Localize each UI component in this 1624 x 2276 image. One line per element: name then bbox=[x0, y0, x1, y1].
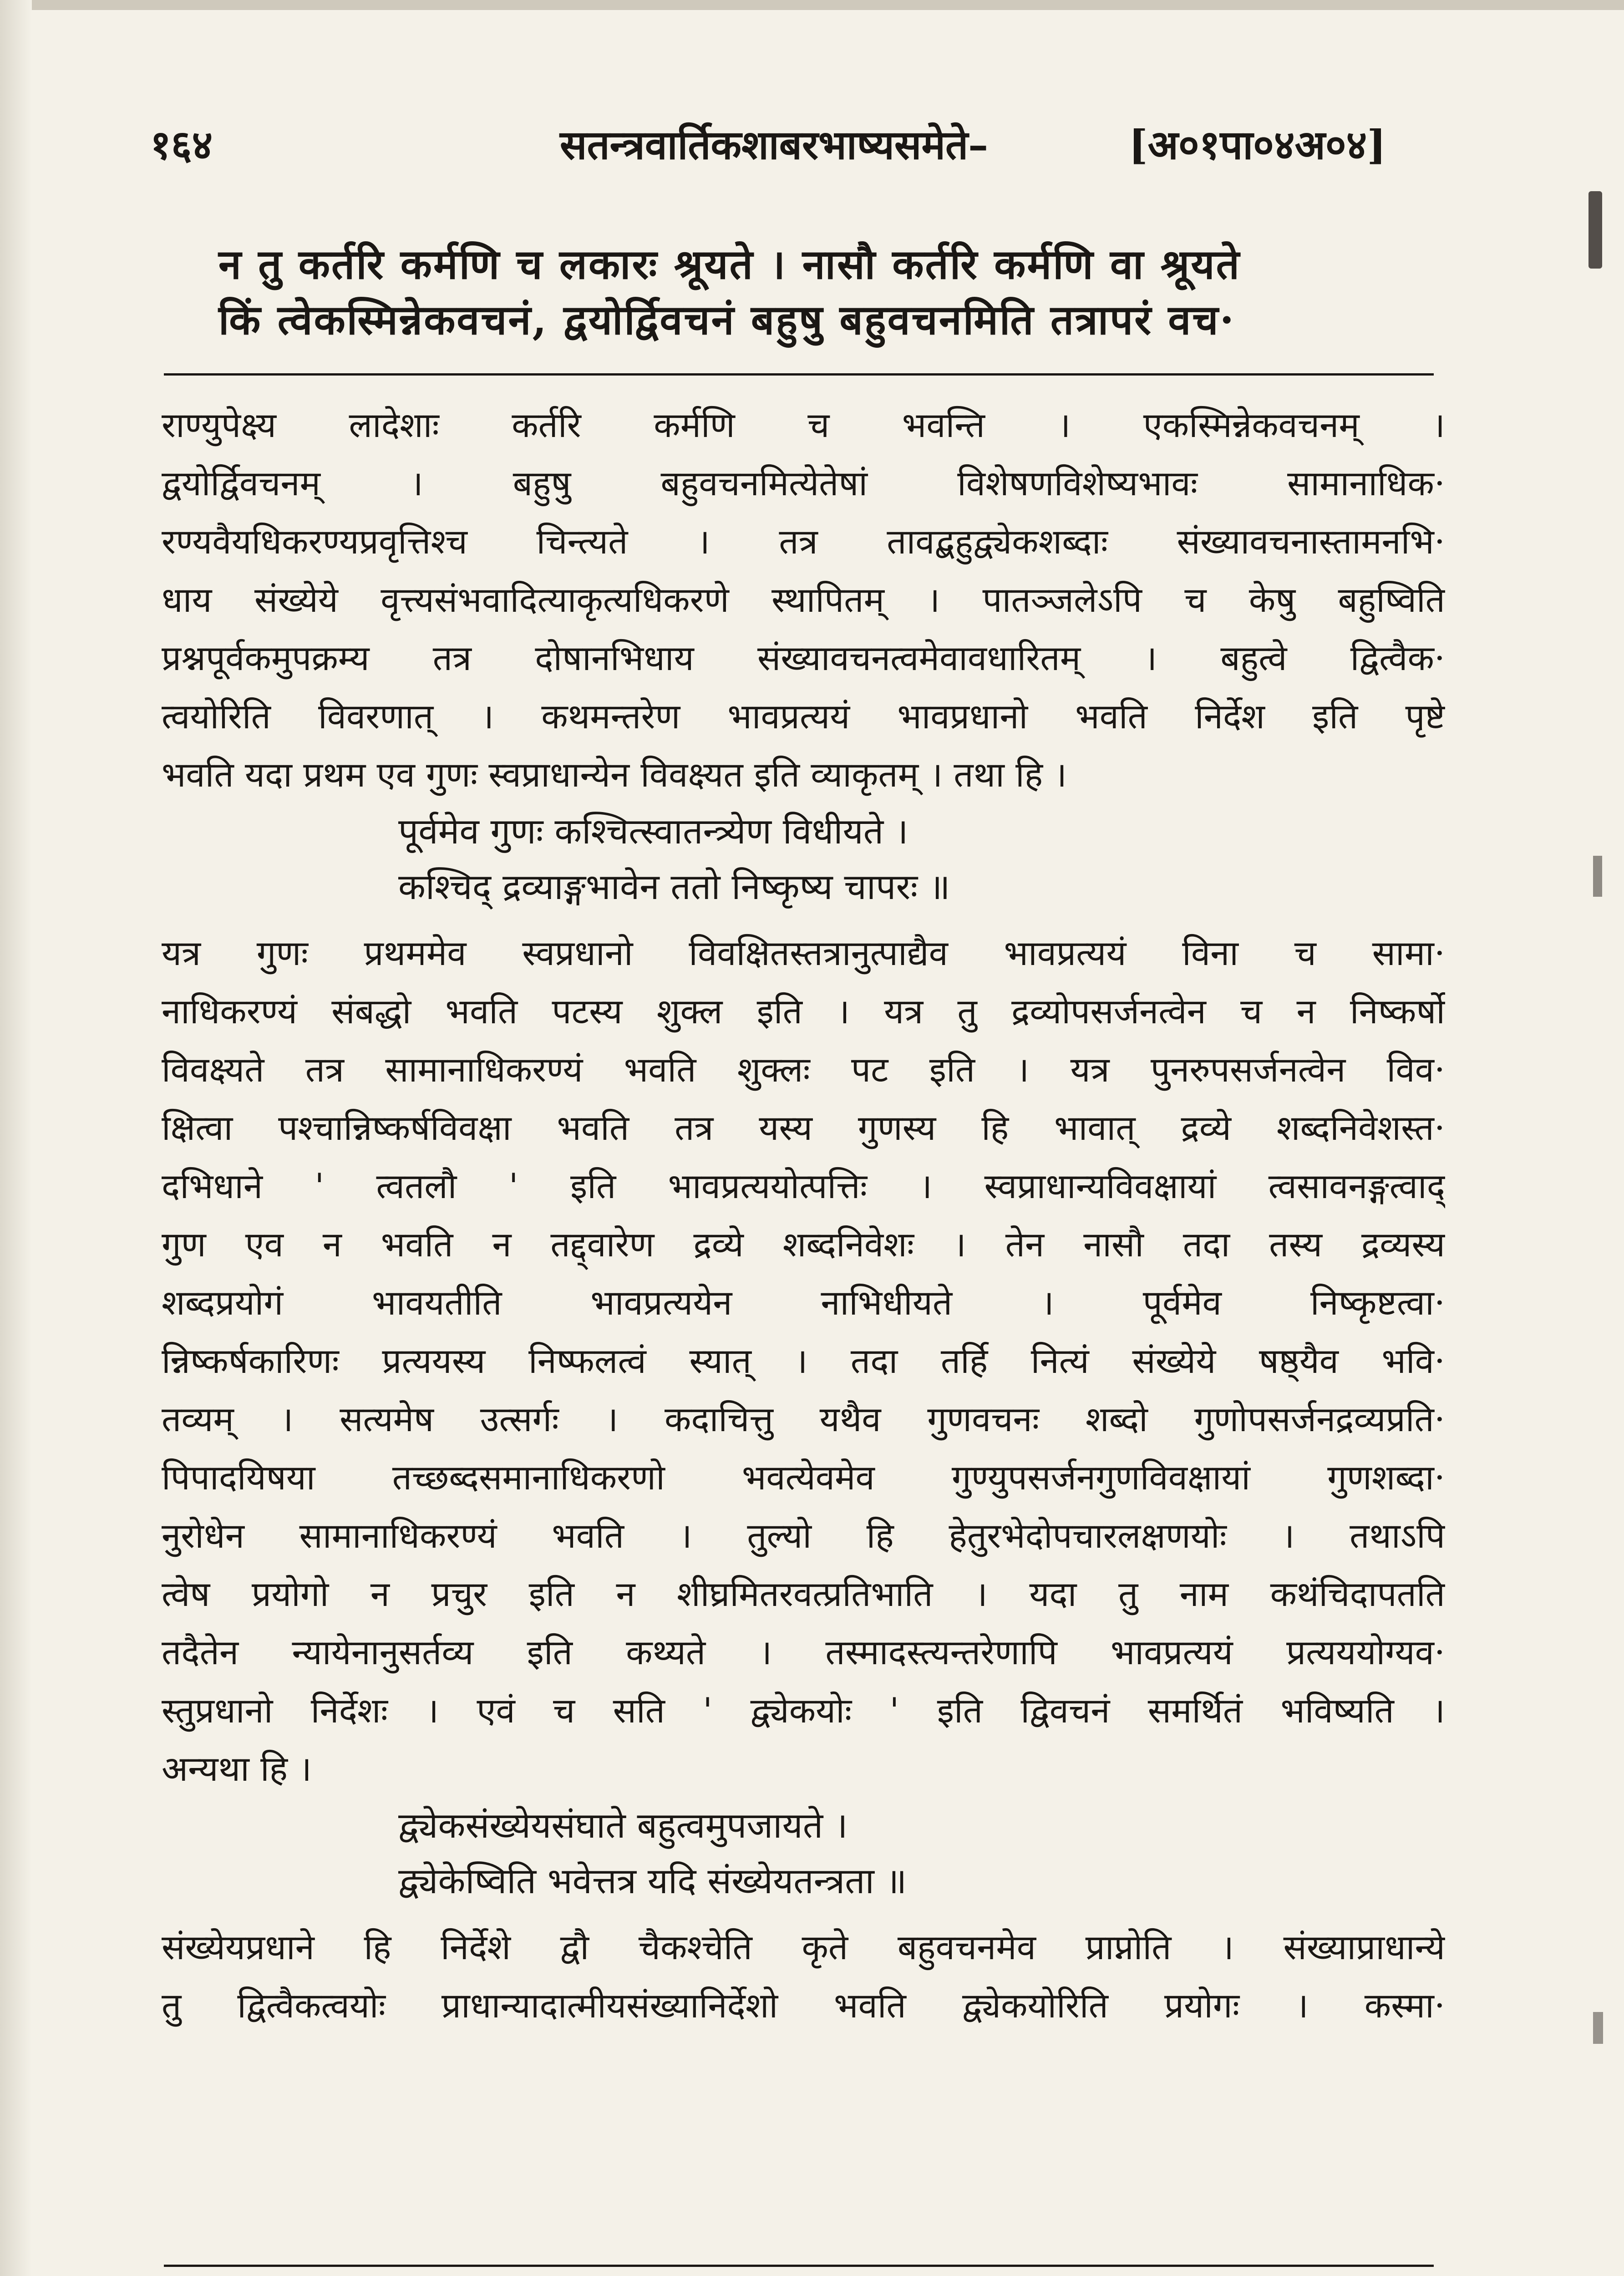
text-line: त्वेष प्रयोगो न प्रचुर इति न शीघ्रमितरवत्प्रतिभाति । यदा तु नाम कथंचिदापतति bbox=[162, 1574, 1445, 1614]
text-line: तदैतेन न्यायेनानुसर्तव्य इति कथ्यते । तस्मादस्त्यन्तरेणापि भावप्रत्ययं प्रत्यययोग्यव· bbox=[162, 1632, 1445, 1672]
text-line: पिपादयिषया तच्छब्दसमानाधिकरणो भवत्येवमेव गुण्युपसर्जनगुणविवक्षायां गुणशब्दा· bbox=[162, 1457, 1445, 1498]
text-line: यत्र गुणः प्रथममेव स्वप्रधानो विवक्षितस्तत्रानुत्पाद्यैव भावप्रत्ययं विना च सामा· bbox=[162, 933, 1445, 973]
margin-mark bbox=[1588, 191, 1602, 269]
commentary-body bbox=[162, 396, 1445, 2035]
verse-line: द्व्येकेष्विति भवेत्तत्र यदि संख्येयतन्त्रता ॥ bbox=[398, 1861, 907, 1902]
verse-line: द्व्येकसंख्येयसंघाते बहुत्वमुपजायते । bbox=[398, 1805, 848, 1846]
page-top-edge bbox=[0, 0, 1624, 10]
bold-text-line: न तु कर्तरि कर्मणि च लकारः श्रूयते । नासौ कर्तरि कर्मणि वा श्रूयते bbox=[218, 240, 1241, 289]
text-line: भवति यदा प्रथम एव गुणः स्वप्राधान्येन विवक्ष्यत इति व्याकृतम् । तथा हि । bbox=[162, 754, 1067, 795]
text-line: राण्युपेक्ष्य लादेशाः कर्तरि कर्मणि च भवन्ति । एकस्मिन्नेकवचनम् । bbox=[162, 405, 1445, 445]
text-line: द्वयोर्द्विवचनम् । बहुषु बहुवचनमित्येतेषां विशेषणविशेष्यभावः सामानाधिक· bbox=[162, 463, 1445, 503]
text-line: तव्यम् । सत्यमेष उत्सर्गः । कदाचित्तु यथैव गुणवचनः शब्दो गुणोपसर्जनद्रव्यप्रति· bbox=[162, 1399, 1445, 1439]
section-reference: [अ०१पा०४अ०४] bbox=[1129, 121, 1386, 168]
text-line: धाय संख्येये वृत्त्यसंभवादित्याकृत्यधिकरणे स्थापितम् । पातञ्जलेऽपि च केषु बहुष्विति bbox=[162, 579, 1445, 620]
footnote-rule bbox=[164, 2265, 1434, 2267]
text-line: अन्यथा हि । bbox=[162, 1748, 312, 1789]
running-title: सतन्त्रवार्तिकशाबरभाष्यसमेते– bbox=[560, 121, 989, 168]
text-line: नुरोधेन सामानाधिकरण्यं भवति । तुल्यो हि हेतुरभेदोपचारलक्षणयोः । तथाऽपि bbox=[162, 1515, 1445, 1556]
text-line: प्रश्नपूर्वकमुपक्रम्य तत्र दोषानभिधाय संख्यावचनत्वमेवावधारितम् । बहुत्वे द्वित्वैक· bbox=[162, 638, 1445, 678]
page-left-edge bbox=[0, 0, 32, 2276]
text-line: क्षित्वा पश्चान्निष्कर्षविवक्षा भवति तत्र यस्य गुणस्य हि भावात् द्रव्ये शब्दनिवेशस्त· bbox=[162, 1108, 1445, 1148]
bold-text-block bbox=[218, 237, 1438, 348]
text-line: त्वयोरिति विवरणात् । कथमन्तरेण भावप्रत्ययं भावप्रधानो भवति निर्देश इति पृष्टे bbox=[162, 696, 1445, 737]
text-line: संख्येयप्रधाने हि निर्देशे द्वौ चैकश्चेति कृते बहुवचनमेव प्राप्नोति । संख्याप्राधान्ये bbox=[162, 1927, 1445, 1967]
text-line: तु द्वित्वैकत्वयोः प्राधान्यादात्मीयसंख्यानिर्देशो भवति द्व्येकयोरिति प्रयोगः । कस्मा· bbox=[162, 1985, 1445, 2026]
header-rule bbox=[164, 373, 1434, 376]
text-line: नाधिकरण्यं संबद्धो भवति पटस्य शुक्ल इति । यत्र तु द्रव्योपसर्जनत्वेन च न निष्कर्षो bbox=[162, 991, 1445, 1031]
text-line: विवक्ष्यते तत्र सामानाधिकरण्यं भवति शुक्लः पट इति । यत्र पुनरुपसर्जनत्वेन विव· bbox=[162, 1049, 1445, 1090]
bold-text-line: किं त्वेकस्मिन्नेकवचनं, द्वयोर्द्विवचनं बहुषु बहुवचनमिति तत्रापरं वच· bbox=[218, 296, 1235, 344]
margin-mark bbox=[1593, 2012, 1603, 2044]
text-line: रण्यवैयधिकरण्यप्रवृत्तिश्च चिन्त्यते । तत्र तावद्बहुद्व्येकशब्दाः संख्यावचनास्तामनभि· bbox=[162, 521, 1445, 562]
text-line: स्तुप्रधानो निर्देशः । एवं च सति ' द्व्येकयोः ' इति द्विवचनं समर्थितं भविष्यति । bbox=[162, 1690, 1445, 1731]
page-number: १६४ bbox=[150, 121, 213, 168]
verse-line: कश्चिद् द्रव्याङ्गभावेन ततो निष्कृष्य चापरः ॥ bbox=[398, 867, 950, 908]
text-line: शब्दप्रयोगं भावयतीति भावप्रत्ययेन नाभिधीयते । पूर्वमेव निष्कृष्टत्वा· bbox=[162, 1282, 1445, 1323]
text-line: दभिधाने ' त्वतलौ ' इति भावप्रत्ययोत्पत्तिः । स्वप्राधान्यविवक्षायां त्वसावनङ्गत्वाद् bbox=[162, 1166, 1445, 1206]
margin-mark bbox=[1593, 856, 1602, 897]
verse-line: पूर्वमेव गुणः कश्चित्स्वातन्त्र्येण विधीयते । bbox=[398, 811, 908, 852]
text-line: न्निष्कर्षकारिणः प्रत्ययस्य निष्फलत्वं स्यात् । तदा तर्हि नित्यं संख्येये षष्ठ्यैव भवि· bbox=[162, 1341, 1445, 1381]
running-header bbox=[150, 116, 1461, 171]
text-line: गुण एव न भवति न तद्द्वारेण द्रव्ये शब्दनिवेशः । तेन नासौ तदा तस्य द्रव्यस्य bbox=[162, 1224, 1445, 1265]
